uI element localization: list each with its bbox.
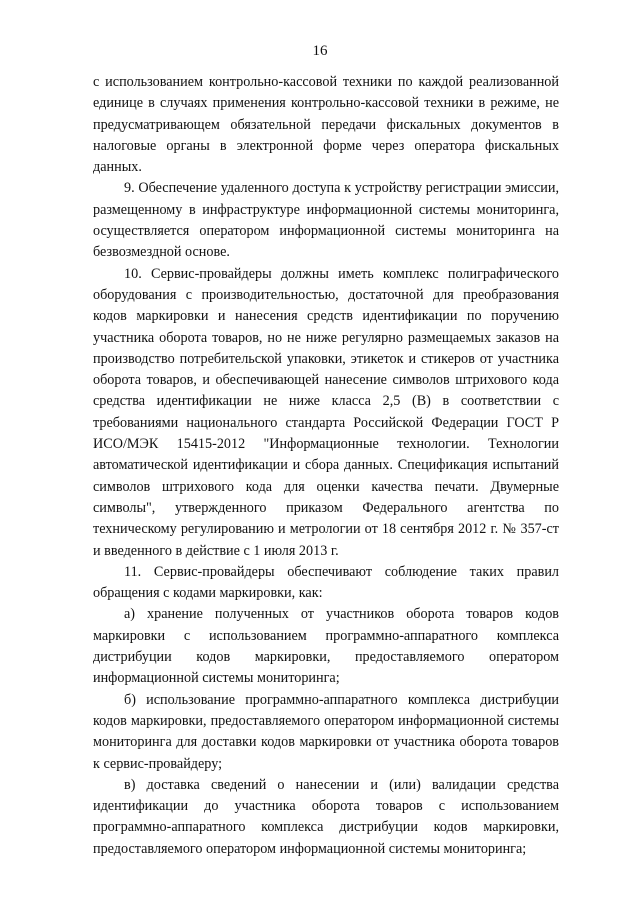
paragraph-subitem-v: в) доставка сведений о нанесении и (или) валидации средства идентификации до участника оборота товаров с использованием программно-аппаратного комплекса дистрибуции кодов маркировки, предоставляемого оператором информационной системы мониторинга; (93, 776, 559, 857)
document-body (93, 72, 559, 860)
paragraph-subitem-b: б) использование программно-аппаратного комплекса дистрибуции кодов маркировки, предоставляемого оператором информационной системы мониторинга для доставки кодов маркировки от участника оборота товаров к сервис-провайдеру; (93, 691, 559, 772)
paragraph-subitem-a: а) хранение полученных от участников оборота товаров кодов маркировки с использованием программно-аппаратного комплекса дистрибуции кодов маркировки, предоставляемого оператором информационной системы мониторинга; (93, 606, 559, 687)
paragraph-continuation: с использованием контрольно-кассовой техники по каждой реализованной единице в случаях применения контрольно-кассовой техники в режиме, не предусматривающем обязательной передачи фискальных документов в налоговые органы в электронной форме через оператора фискальных данных. (93, 74, 559, 176)
paragraph-item-11: 11. Сервис-провайдеры обеспечивают соблюдение таких правил обращения с кодами маркировки, как: (93, 563, 559, 602)
paragraph-item-9: 9. Обеспечение удаленного доступа к устройству регистрации эмиссии, размещенному в инфраструктуре информационной системы мониторинга, осуществляется оператором информационной системы мониторинга на безвозмездной основе. (93, 180, 559, 261)
paragraph-item-10: 10. Сервис-провайдеры должны иметь комплекс полиграфического оборудования с производительностью, достаточной для преобразования кодов маркировки и нанесения средств идентификации по поручению участника оборота товаров, но не ниже регулярно размещаемых заказов на производство потребительской упаковки, этикеток и стикеров от участника оборота товаров, и обеспечивающей нанесение символов штрихового кода средства идентификации не ниже класса 2,5 (B) в соответствии с требованиями национального стандарта Российской Федерации ГОСТ Р ИСО/МЭК 15415-2012 "Информационные технологии. Технологии автоматической идентификации и сбора данных. Спецификация испытаний символов штрихового кода для оценки качества печати. Двумерные символы", утвержденного приказом Федерального агентства по техническому регулированию и метрологии от 18 сентября 2012 г. № 357-ст и введенного в действие с 1 июля 2013 г. (93, 265, 559, 559)
page-number: 16 (312, 43, 328, 59)
